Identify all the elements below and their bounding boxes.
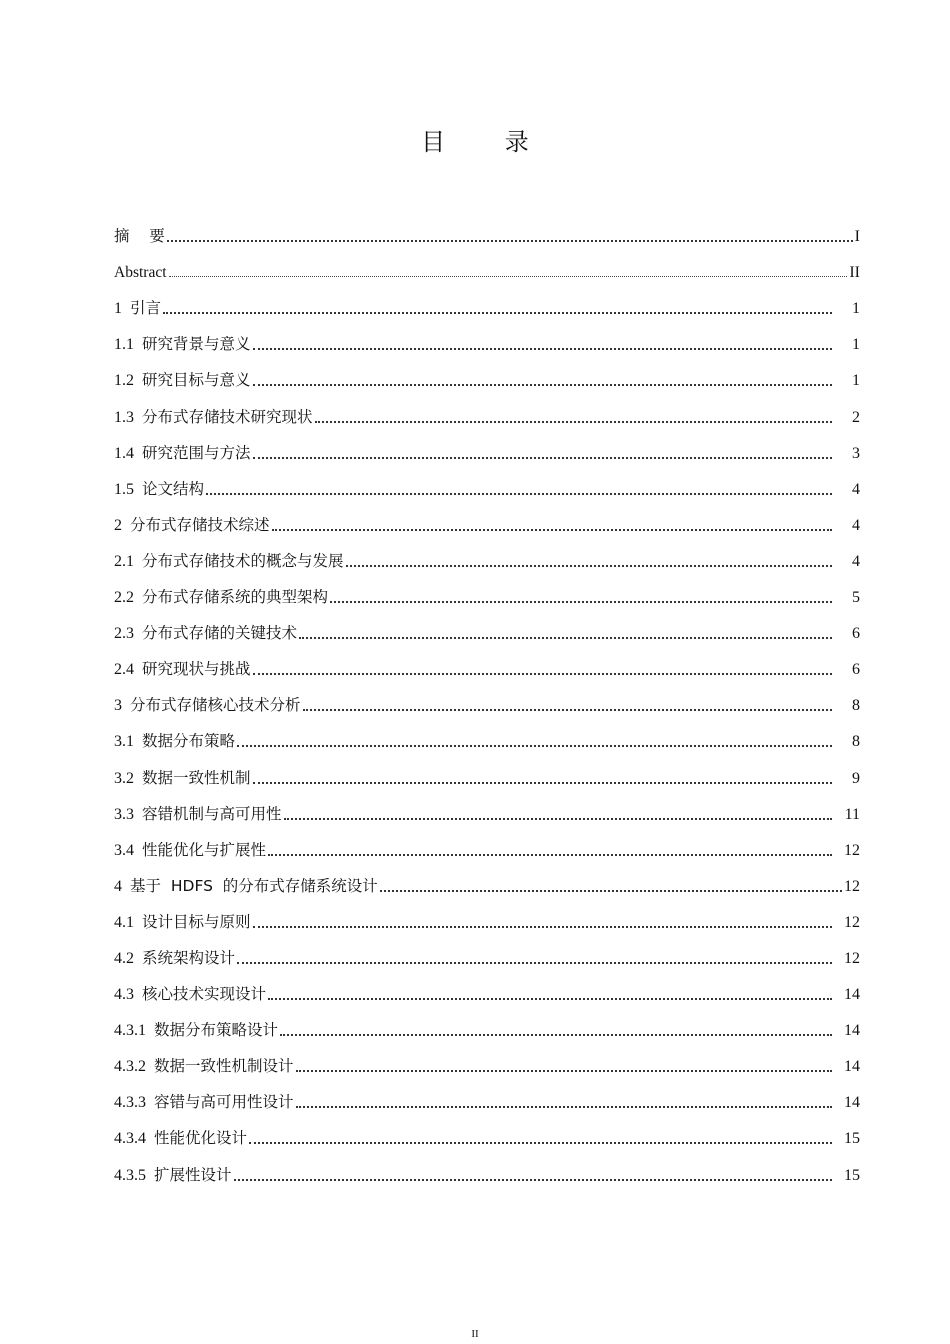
toc-dot-leader xyxy=(237,735,832,747)
toc-entry-label xyxy=(114,838,266,860)
toc-entry-page: 1 xyxy=(852,336,860,354)
toc-dot-leader xyxy=(346,555,832,567)
toc-dot-leader xyxy=(280,1024,832,1036)
toc-entry-title: 研究目标与意义 xyxy=(142,371,251,390)
toc-dot-leader xyxy=(268,988,832,1000)
toc-entry-label xyxy=(114,766,251,788)
toc-entry-page: 4 xyxy=(852,516,860,534)
toc-entry-title: 引言 xyxy=(130,299,162,318)
toc-entry[interactable] xyxy=(114,860,860,896)
toc-entry-label xyxy=(114,1054,294,1076)
toc-dot-leader xyxy=(253,338,832,350)
toc-entry-page: 5 xyxy=(852,589,860,607)
toc-entry-page: II xyxy=(849,264,860,282)
toc-entry-number: 4.1 xyxy=(114,913,134,931)
toc-entry[interactable] xyxy=(114,751,860,787)
toc-entry-page: 4 xyxy=(852,552,860,570)
toc-entry-number: 4 xyxy=(114,877,122,895)
toc-entry-page: 6 xyxy=(852,625,860,643)
toc-entry-number: 3 xyxy=(114,697,122,715)
toc-entry-number: 1.1 xyxy=(114,336,134,354)
toc-entry-label xyxy=(114,1018,278,1040)
toc-entry-number: 2.3 xyxy=(114,625,134,643)
toc-entry-number: 4.3.5 xyxy=(114,1166,146,1184)
toc-entry-number: 4.2 xyxy=(114,949,134,967)
toc-dot-leader xyxy=(163,302,832,314)
toc-dot-leader xyxy=(167,230,853,242)
toc-entry[interactable] xyxy=(114,715,860,751)
toc-entry-label xyxy=(114,946,235,968)
toc-dot-leader xyxy=(253,916,832,928)
toc-entry-title: 容错与高可用性设计 xyxy=(154,1093,294,1112)
toc-entry-label xyxy=(114,874,378,896)
toc-dot-leader xyxy=(315,411,832,423)
toc-dot-leader xyxy=(268,844,832,856)
toc-entry-title: 设计目标与原则 xyxy=(142,912,251,931)
toc-entry-label xyxy=(114,332,251,354)
toc-entry[interactable] xyxy=(114,679,860,715)
toc-dot-leader xyxy=(249,1132,832,1144)
toc-entry[interactable] xyxy=(114,463,860,499)
toc-entry[interactable] xyxy=(114,499,860,535)
page-number: II xyxy=(471,1328,479,1340)
toc-dot-leader xyxy=(303,699,832,711)
toc-entry-label xyxy=(114,549,344,571)
toc-dot-leader xyxy=(299,627,832,639)
toc-entry-number: 2.1 xyxy=(114,552,134,570)
toc-dot-leader xyxy=(237,952,832,964)
toc-entry-label xyxy=(114,405,313,427)
toc-entry[interactable] xyxy=(114,427,860,463)
toc-entry-label xyxy=(114,657,251,679)
toc-dot-leader xyxy=(284,808,832,820)
toc-entry[interactable] xyxy=(114,318,860,354)
toc-entry-number: 1 xyxy=(114,300,122,318)
toc-entry-number: 2.2 xyxy=(114,589,134,607)
toc-entry[interactable] xyxy=(114,246,860,282)
toc-dot-leader xyxy=(253,772,832,784)
toc-dot-leader xyxy=(206,483,832,495)
toc-dot-leader xyxy=(380,880,842,892)
toc-entry-page: 11 xyxy=(844,805,860,823)
toc-entry[interactable] xyxy=(114,788,860,824)
toc-entry-number: 4.3.1 xyxy=(114,1022,146,1040)
toc-entry-title: 分布式存储系统的典型架构 xyxy=(142,588,329,607)
toc-entry-label xyxy=(114,1126,247,1148)
table-of-contents xyxy=(114,210,860,1185)
toc-entry[interactable] xyxy=(114,896,860,932)
toc-entry-label xyxy=(114,802,282,824)
toc-entry[interactable] xyxy=(114,1076,860,1112)
toc-entry-number: 3.4 xyxy=(114,841,134,859)
toc-entry-page: 14 xyxy=(844,1058,860,1076)
toc-entry-number: 3.3 xyxy=(114,805,134,823)
toc-entry-page: 2 xyxy=(852,408,860,426)
toc-entry-title: 性能优化设计 xyxy=(154,1129,248,1148)
toc-entry-title: 扩展性设计 xyxy=(154,1165,232,1184)
toc-entry-title: 摘 要 xyxy=(114,227,165,246)
toc-entry[interactable] xyxy=(114,824,860,860)
toc-entry-page: 3 xyxy=(852,444,860,462)
toc-entry-number: 1.2 xyxy=(114,372,134,390)
toc-entry-page: 6 xyxy=(852,661,860,679)
toc-entry[interactable] xyxy=(114,535,860,571)
toc-entry[interactable] xyxy=(114,1148,860,1184)
toc-entry-label xyxy=(114,296,161,318)
toc-entry-page: 15 xyxy=(844,1166,860,1184)
toc-entry-title: 数据一致性机制 xyxy=(142,768,251,787)
toc-entry-number: 4.3.3 xyxy=(114,1094,146,1112)
toc-entry[interactable] xyxy=(114,282,860,318)
toc-dot-leader xyxy=(253,663,832,675)
toc-entry-page: 8 xyxy=(852,733,860,751)
toc-entry-label xyxy=(114,224,165,246)
toc-entry-label xyxy=(114,729,235,751)
toc-entry-label xyxy=(114,264,167,282)
toc-entry[interactable] xyxy=(114,968,860,1004)
toc-entry-label xyxy=(114,368,251,390)
toc-entry-number: 4.3.2 xyxy=(114,1058,146,1076)
toc-entry-title: 研究背景与意义 xyxy=(142,335,251,354)
toc-entry-label xyxy=(114,477,204,499)
toc-dot-leader xyxy=(234,1169,832,1181)
toc-entry-title: 分布式存储技术的概念与发展 xyxy=(142,551,344,570)
toc-entry-number: 3.2 xyxy=(114,769,134,787)
toc-entry[interactable] xyxy=(114,571,860,607)
toc-entry-label xyxy=(114,1163,232,1185)
toc-entry-number: 1.5 xyxy=(114,480,134,498)
toc-entry-title: 研究现状与挑战 xyxy=(142,660,251,679)
toc-entry[interactable] xyxy=(114,210,860,246)
toc-entry-number: 3.1 xyxy=(114,733,134,751)
toc-entry-page: 12 xyxy=(844,877,860,895)
toc-dot-leader xyxy=(296,1096,832,1108)
toc-entry-page: 1 xyxy=(852,372,860,390)
toc-entry-number: 2 xyxy=(114,516,122,534)
toc-entry-number: 4.3.4 xyxy=(114,1130,146,1148)
toc-entry[interactable] xyxy=(114,1004,860,1040)
toc-entry[interactable] xyxy=(114,607,860,643)
toc-entry[interactable] xyxy=(114,643,860,679)
toc-entry-title: 性能优化与扩展性 xyxy=(142,840,267,859)
toc-entry-page: 4 xyxy=(852,480,860,498)
toc-entry-title: 数据一致性机制设计 xyxy=(154,1057,294,1076)
toc-entry-number: 2.4 xyxy=(114,661,134,679)
toc-entry[interactable] xyxy=(114,390,860,426)
toc-dot-leader xyxy=(253,374,832,386)
toc-entry-title: 核心技术实现设计 xyxy=(142,985,267,1004)
toc-entry-page: 15 xyxy=(844,1130,860,1148)
toc-entry-page: 14 xyxy=(844,1022,860,1040)
toc-dot-leader xyxy=(330,591,832,603)
toc-entry-label xyxy=(114,441,251,463)
toc-entry-label xyxy=(114,693,301,715)
toc-entry-title: 研究范围与方法 xyxy=(142,443,251,462)
page-title: 目 录 xyxy=(421,128,555,156)
toc-entry-label xyxy=(114,1090,294,1112)
toc-entry-page: I xyxy=(854,228,860,246)
toc-dot-leader xyxy=(296,1060,832,1072)
toc-dot-leader xyxy=(169,266,848,277)
toc-entry-label xyxy=(114,621,297,643)
toc-entry-title: Abstract xyxy=(114,264,167,282)
toc-dot-leader xyxy=(253,447,832,459)
toc-entry-title: 分布式存储的关键技术 xyxy=(142,624,298,643)
toc-entry-page: 8 xyxy=(852,697,860,715)
toc-entry-title: 基于 HDFS 的分布式存储系统设计 xyxy=(130,876,378,895)
toc-entry-title: 分布式存储核心技术分析 xyxy=(130,696,301,715)
toc-entry-page: 9 xyxy=(852,769,860,787)
toc-entry-title: 分布式存储技术综述 xyxy=(130,515,270,534)
toc-entry-label xyxy=(114,585,328,607)
toc-entry-page: 1 xyxy=(852,300,860,318)
toc-entry-number: 4.3 xyxy=(114,986,134,1004)
toc-entry-page: 12 xyxy=(844,949,860,967)
toc-entry-page: 12 xyxy=(844,841,860,859)
toc-entry-title: 系统架构设计 xyxy=(142,948,236,967)
toc-entry[interactable] xyxy=(114,354,860,390)
toc-dot-leader xyxy=(272,519,832,531)
toc-entry-page: 14 xyxy=(844,1094,860,1112)
toc-entry-label xyxy=(114,910,251,932)
toc-entry[interactable] xyxy=(114,1112,860,1148)
toc-entry[interactable] xyxy=(114,932,860,968)
toc-entry-page: 12 xyxy=(844,913,860,931)
toc-entry-title: 分布式存储技术研究现状 xyxy=(142,407,313,426)
toc-entry-number: 1.3 xyxy=(114,408,134,426)
toc-entry-title: 数据分布策略 xyxy=(142,732,236,751)
toc-entry-label xyxy=(114,982,266,1004)
toc-entry-title: 论文结构 xyxy=(142,479,205,498)
toc-entry-page: 14 xyxy=(844,986,860,1004)
toc-entry-title: 数据分布策略设计 xyxy=(154,1021,279,1040)
toc-entry-title: 容错机制与高可用性 xyxy=(142,804,282,823)
toc-entry-label xyxy=(114,513,270,535)
toc-entry[interactable] xyxy=(114,1040,860,1076)
toc-entry-number: 1.4 xyxy=(114,444,134,462)
